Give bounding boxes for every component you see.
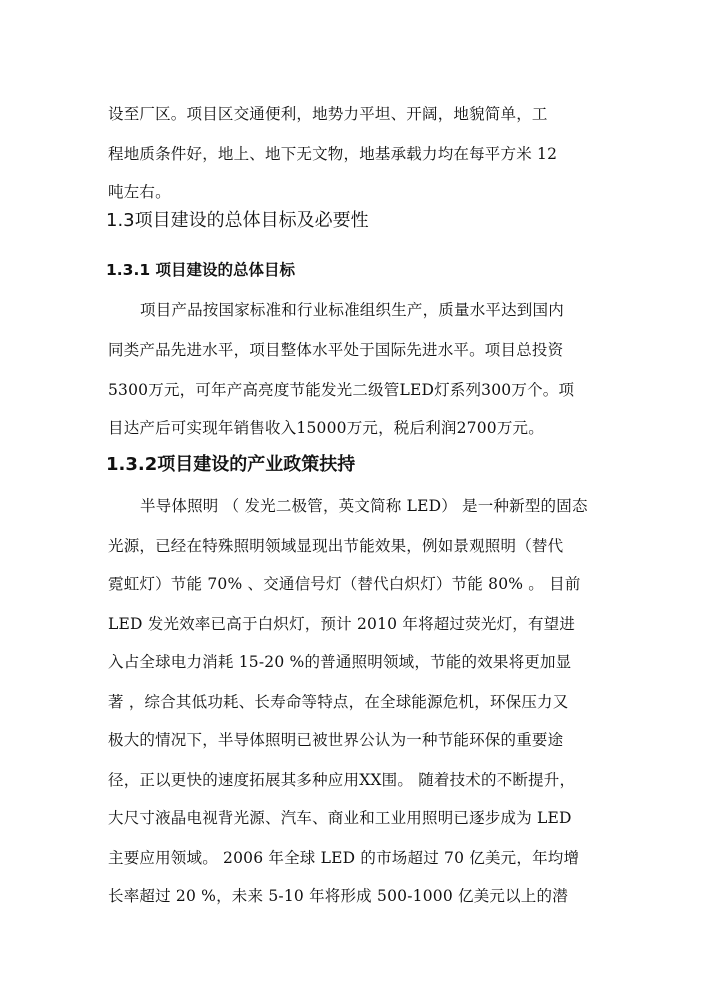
- body-text-line: 径，正以更快的速度拓展其多种应用XX围。 随着技术的不断提升，: [108, 771, 576, 789]
- body-text-line: 大尺寸液晶电视背光源、汽车、商业和工业用照明已逐步成为 LED: [108, 809, 572, 827]
- body-text-line: 长率超过 20 %，未来 5-10 年将形成 500-1000 亿美元以上的潜: [108, 887, 568, 905]
- body-text-line: 光源，已经在特殊照明领域显现出节能效果，例如景观照明（替代: [108, 537, 564, 555]
- body-text-line: 入占全球电力消耗 15-20 %的普通照明领域，节能的效果将更加显: [108, 653, 572, 671]
- body-text-line: 霓虹灯）节能 70% 、交通信号灯（替代白炽灯）节能 80% 。 目前: [108, 575, 581, 593]
- body-text-line: 极大的情况下，半导体照明已被世界公认为一种节能环保的重要途: [108, 731, 564, 749]
- body-text-line: 目达产后可实现年销售收入15000万元，税后利润2700万元。: [108, 419, 544, 437]
- body-text-line: 同类产品先进水平，项目整体水平处于国际先进水平。项目总投资: [108, 341, 564, 359]
- body-text-line: 5300万元，可年产高亮度节能发光二级管LED灯系列300万个。项: [108, 381, 575, 399]
- body-text-line: 主要应用领域。 2006 年全球 LED 的市场超过 70 亿美元，年均增: [108, 849, 580, 867]
- body-text-line: 吨左右。: [108, 183, 171, 201]
- section-heading-1-3-2: 1.3.2项目建设的产业政策扶持: [106, 454, 356, 475]
- body-text-line: 著 ，综合其低功耗、长寿命等特点，在全球能源危机，环保压力又: [108, 693, 569, 711]
- body-text-line: LED 发光效率已高于白炽灯，预计 2010 年将超过荧光灯，有望进: [108, 615, 576, 633]
- body-text-line: 程地质条件好，地上、地下无文物，地基承载力均在每平方米 12: [108, 145, 558, 163]
- body-text-line: 半导体照明 （ 发光二极管，英文简称 LED） 是一种新型的固态: [140, 497, 588, 515]
- body-text-line: 项目产品按国家标准和行业标准组织生产，质量水平达到国内: [140, 301, 564, 319]
- body-text-line: 设至厂区。项目区交通便利，地势力平坦、开阔，地貌简单，工: [108, 105, 548, 123]
- section-heading-1-3-1: 1.3.1 项目建设的总体目标: [106, 261, 296, 279]
- section-heading-1-3: 1.3项目建设的总体目标及必要性: [106, 210, 369, 231]
